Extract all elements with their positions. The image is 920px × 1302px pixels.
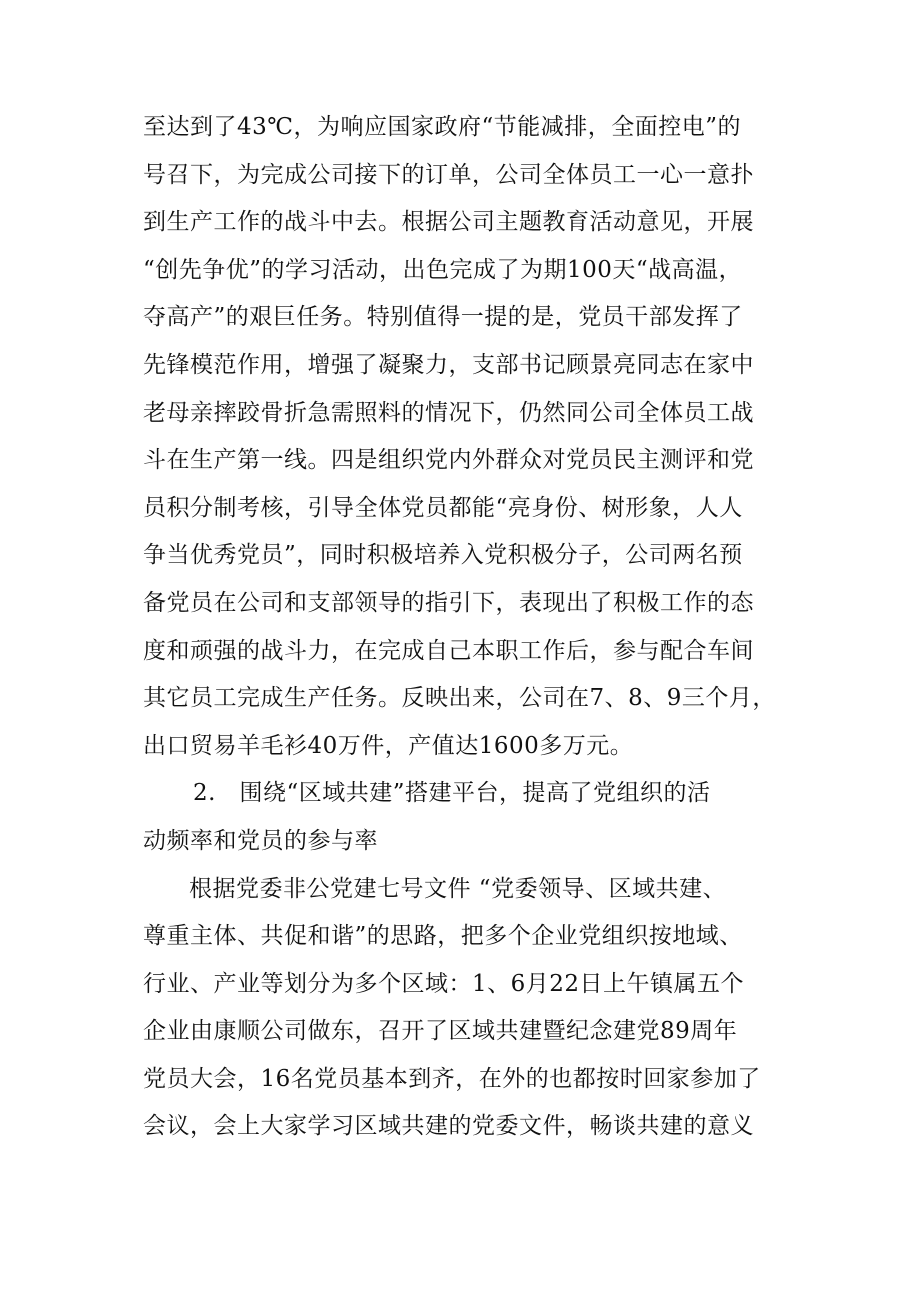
text-line: 斗在生产第一线。四是组织党内外群众对党员民主测评和党	[143, 447, 754, 474]
text-line: 会议，会上大家学习区域共建的党委文件，畅谈共建的意义	[143, 1113, 754, 1140]
text-line: 根据党委非公党建七号文件 “党委领导、区域共建、	[189, 875, 727, 902]
text-line: 至达到了43℃，为响应国家政府“节能减排，全面控电”的	[143, 114, 742, 140]
paragraph-2	[143, 866, 783, 1152]
text-line: 争当优秀党员”，同时积极培养入党积极分子，公司两名预	[143, 542, 743, 569]
text-line: 老母亲摔跤骨折急需照料的情况下，仍然同公司全体员工战	[143, 399, 754, 426]
text-line: 到生产工作的战斗中去。根据公司主题教育活动意见，开展	[143, 209, 754, 236]
section-heading-2	[143, 770, 783, 865]
text-line: 行业、产业等划分为多个区域：1、6月22日上午镇属五个	[143, 970, 745, 997]
text-line: 出口贸易羊毛衫40万件，产值达1600多万元。	[143, 732, 634, 759]
text-line: 先锋模范作用，增强了凝聚力，支部书记顾景亮同志在家中	[143, 351, 754, 378]
heading-line: 动频率和党员的参与率	[143, 827, 378, 854]
heading-line: 2. 围绕“区域共建”搭建平台，提高了党组织的活	[193, 780, 711, 807]
text-line: 号召下，为完成公司接下的订单，公司全体员工一心一意扑	[143, 161, 754, 188]
text-line: 度和顽强的战斗力，在完成自己本职工作后，参与配合车间	[143, 637, 754, 664]
text-line: 企业由康顺公司做东，召开了区域共建暨纪念建党89周年	[143, 1018, 738, 1045]
text-line: “创先争优”的学习活动，出色完成了为期100天“战高温，	[143, 256, 743, 283]
document-body	[143, 104, 783, 1151]
text-line: 其它员工完成生产任务。反映出来，公司在7、8、9三个月，	[143, 685, 776, 712]
paragraph-1	[143, 104, 783, 770]
text-line: 员积分制考核，引导全体党员都能“亮身份、树形象，人人	[143, 494, 743, 521]
text-line: 党员大会，16名党员基本到齐，在外的也都按时回家参加了	[143, 1065, 761, 1092]
text-line: 备党员在公司和支部领导的指引下，表现出了积极工作的态	[143, 589, 754, 616]
text-line: 尊重主体、共促和谐”的思路，把多个企业党组织按地域、	[143, 923, 743, 950]
text-line: 夺高产”的艰巨任务。特别值得一提的是，党员干部发挥了	[143, 304, 743, 331]
